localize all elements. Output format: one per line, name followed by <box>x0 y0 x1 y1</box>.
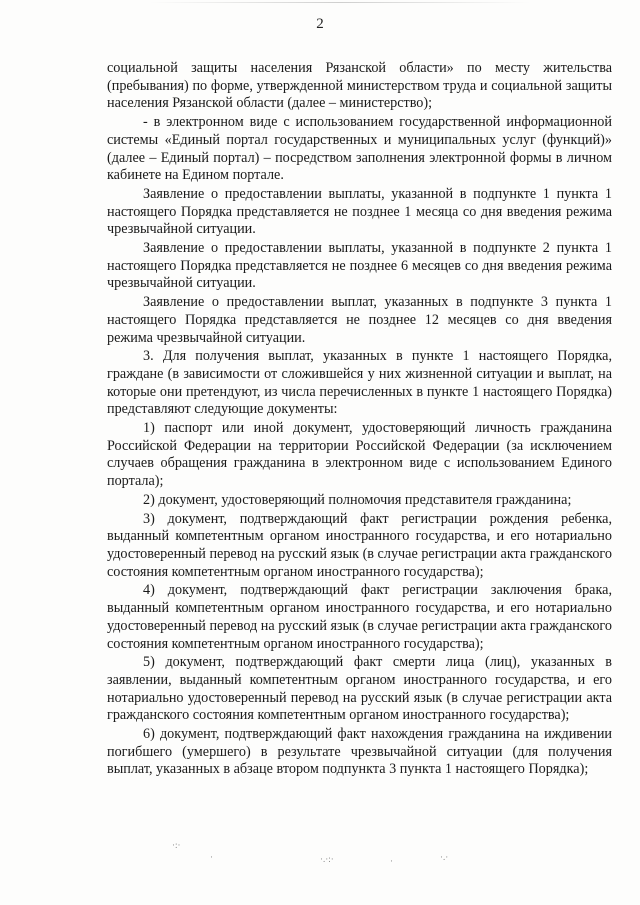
scan-artifact-line <box>150 2 530 3</box>
paragraph: 1) паспорт или иной документ, удостоверяющий личность гражданина Российской Федерации на территории Российской Федерации (за исключением случаев обращения гражданина в электронном виде с использованием Единого портала); <box>107 420 612 490</box>
document-body <box>107 60 612 780</box>
paragraph: Заявление о предоставлении выплаты, указанной в подпункте 2 пункта 1 настоящего Порядка представляется не позднее 6 месяцев со дня введения режима чрезвычайной ситуации. <box>107 240 612 292</box>
paragraph: 6) документ, подтверждающий факт нахождения гражданина на иждивении погибшего (умершего) в результате чрезвычайной ситуации (для получения выплат, указанных в абзаце втором подпункта 3 пункта 1 настоящего Порядка); <box>107 726 612 778</box>
paragraph: социальной защиты населения Рязанской области» по месту жительства (пребывания) по форме, утвержденной министерством труда и социальной защиты населения Рязанской области (далее – министерство); <box>107 60 612 112</box>
paragraph: Заявление о предоставлении выплат, указанных в подпункте 3 пункта 1 настоящего Порядка представляется не позднее 12 месяцев со дня введения режима чрезвычайной ситуации. <box>107 294 612 346</box>
paragraph: Заявление о предоставлении выплаты, указанной в подпункте 1 пункта 1 настоящего Порядка представляется не позднее 1 месяца со дня введения режима чрезвычайной ситуации. <box>107 185 612 238</box>
scan-speck: ·.· <box>440 852 449 862</box>
scan-noise-marks <box>150 838 530 868</box>
page-number: 2 <box>316 16 324 32</box>
paragraph: 5) документ, подтверждающий факт смерти лица (лиц), указанных в заявлении, выданный компетентным органом иностранного государства, и его нотариально удостоверенный перевод на русский язык (в случае регистрации акта гражданского состояния компетентным органом иностранного государства); <box>107 654 612 724</box>
paragraph: 4) документ, подтверждающий факт регистрации заключения брака, выданный компетентным органом иностранного государства, и его нотариально удостоверенный перевод на русский язык (в случае регистрации акта гражданского состояния компетентным органом иностранного государства); <box>107 582 612 652</box>
paragraph: 3. Для получения выплат, указанных в пункте 1 настоящего Порядка, граждане (в зависимости от сложившейся у них жизненной ситуации и выплат, на которые они претендуют, из числа перечисленных в пункте 1 настоящего Порядка) представляют следующие документы: <box>107 348 612 418</box>
scan-speck: · <box>390 856 393 866</box>
paragraph: 3) документ, подтверждающий факт регистрации рождения ребенка, выданный компетентным органом иностранного государства, и его нотариально удостоверенный перевод на русский язык (в случае регистрации акта гражданского состояния компетентным органом иностранного государства); <box>107 510 612 580</box>
scan-speck: ·.·:· <box>320 854 334 864</box>
paragraph: - в электронном виде с использованием государственной информационной системы «Единый портал государственных и муниципальных услуг (функций)» (далее – Единый портал) – посредством заполнения электронной формы в личном кабинете на Едином портале. <box>107 114 612 184</box>
paragraph: 2) документ, удостоверяющий полномочия представителя гражданина; <box>143 491 572 508</box>
scan-speck: · <box>210 852 213 862</box>
scan-speck: ·:· <box>172 840 181 850</box>
